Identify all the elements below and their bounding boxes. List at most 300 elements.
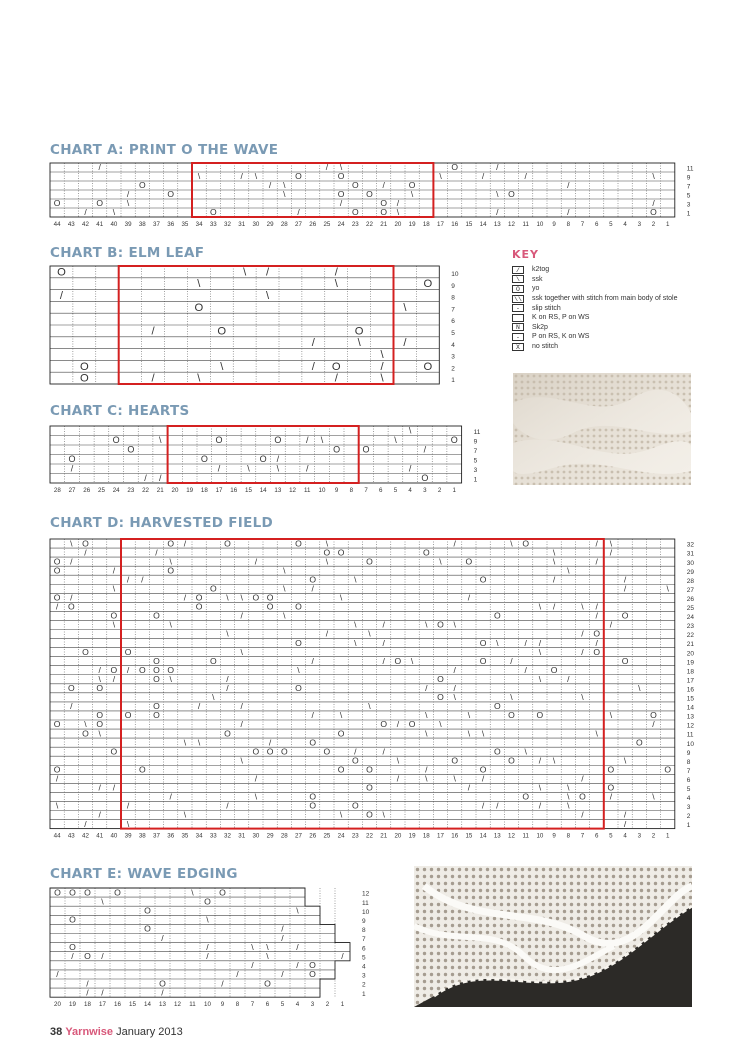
key-label: k2tog — [532, 266, 550, 274]
stitch-symbol: \ — [552, 547, 556, 558]
stitch-symbol: / — [126, 574, 130, 585]
column-number: 17 — [99, 1001, 106, 1009]
stitch-symbol: O — [110, 610, 118, 621]
stitch-symbol: \ — [169, 556, 172, 567]
column-number: 14 — [479, 221, 487, 228]
stitch-symbol: \ — [339, 162, 343, 173]
row-number: 18 — [686, 668, 695, 676]
stitch-symbol: \ — [254, 171, 258, 182]
key-label: Sk2p — [532, 323, 548, 331]
stitch-symbol: O — [493, 746, 501, 757]
stitch-symbol: \ — [425, 728, 428, 739]
row-number: 10 — [686, 740, 695, 748]
column-number: 17 — [437, 221, 444, 228]
stitch-symbol: \ — [439, 171, 442, 182]
column-number: 42 — [82, 221, 89, 228]
row-number: 12 — [686, 722, 695, 730]
stitch-symbol: O — [219, 887, 226, 898]
column-number: 14 — [144, 1001, 151, 1009]
stitch-symbol: O — [144, 923, 151, 934]
column-number: 25 — [323, 832, 331, 840]
column-number: 12 — [174, 1001, 181, 1009]
chart-e-title: CHART E: WAVE EDGING — [50, 866, 238, 882]
column-number: 11 — [522, 832, 529, 840]
stitch-symbol: O — [323, 547, 331, 558]
row-number: 28 — [686, 577, 695, 585]
stitch-symbol: O — [522, 538, 530, 549]
column-number: 25 — [323, 221, 331, 228]
column-number: 19 — [69, 1001, 76, 1009]
stitch-symbol: O — [110, 664, 118, 675]
stitch-symbol: \ — [368, 628, 371, 639]
column-number: 29 — [266, 221, 274, 228]
row-number: 9 — [686, 174, 691, 182]
column-number: 22 — [366, 221, 373, 228]
stitch-symbol: / — [311, 337, 315, 350]
column-number: 29 — [266, 832, 274, 840]
stitch-symbol: O — [69, 887, 76, 898]
row-number: 23 — [686, 623, 695, 631]
stitch-symbol: O — [252, 592, 260, 603]
row-number: 6 — [451, 318, 455, 326]
column-number: 38 — [138, 832, 146, 840]
row-number: 29 — [686, 568, 695, 576]
stitch-symbol: / — [623, 818, 627, 829]
stitch-symbol: O — [650, 710, 657, 721]
stitch-symbol: / — [112, 673, 116, 684]
stitch-symbol: O — [114, 887, 121, 898]
column-number: 1 — [665, 832, 670, 840]
stitch-symbol: O — [53, 565, 61, 576]
row-number: 7 — [686, 183, 691, 191]
column-number: 21 — [156, 487, 164, 494]
stitch-symbol: O — [194, 301, 204, 314]
stitch-symbol: / — [652, 719, 655, 730]
stitch-symbol: \ — [368, 701, 371, 712]
stitch-symbol: / — [581, 773, 584, 784]
row-number: 7 — [362, 936, 366, 944]
key-symbol — [512, 314, 524, 322]
stitch-symbol: O — [167, 189, 175, 200]
stitch-symbol: \ — [220, 360, 224, 373]
stitch-symbol: \ — [169, 619, 172, 630]
stitch-symbol: / — [236, 969, 239, 980]
stitch-symbol: \ — [240, 755, 243, 766]
stitch-symbol: O — [280, 746, 288, 757]
column-number: 25 — [98, 487, 105, 494]
row-number: 16 — [686, 686, 695, 694]
row-number: 6 — [362, 945, 366, 953]
column-number: 15 — [129, 1001, 136, 1009]
column-number: 7 — [580, 832, 585, 840]
stitch-symbol: / — [581, 646, 584, 657]
stitch-symbol: O — [138, 764, 146, 775]
stitch-symbol: / — [581, 809, 584, 820]
row-number: 3 — [473, 467, 478, 475]
stitch-symbol: O — [167, 538, 175, 549]
stitch-symbol: \ — [467, 710, 471, 721]
stitch-symbol: O — [209, 655, 217, 666]
stitch-symbol: / — [206, 941, 209, 952]
stitch-symbol: O — [266, 746, 274, 757]
key-symbol: X — [512, 343, 524, 351]
stitch-symbol: O — [224, 728, 231, 739]
column-number: 26 — [309, 832, 317, 840]
stitch-symbol: / — [98, 782, 101, 793]
column-number: 8 — [566, 832, 571, 840]
stitch-symbol: O — [295, 637, 302, 648]
row-number: 9 — [451, 282, 455, 290]
column-number: 43 — [67, 832, 75, 840]
stitch-symbol: O — [536, 710, 544, 721]
row-number: 30 — [686, 559, 695, 567]
stitch-symbol: \ — [439, 556, 442, 567]
row-number: 7 — [686, 767, 691, 775]
stitch-symbol: \ — [226, 592, 229, 603]
column-number: 16 — [114, 1001, 121, 1009]
stitch-symbol: O — [331, 360, 341, 373]
stitch-symbol: O — [252, 746, 260, 757]
chart-d-grid — [50, 539, 705, 841]
row-number: 7 — [473, 448, 478, 456]
stitch-symbol: / — [595, 610, 598, 621]
stitch-symbol: O — [423, 360, 433, 373]
stitch-symbol: O — [96, 198, 104, 209]
stitch-symbol: / — [425, 764, 428, 775]
stitch-symbol: \ — [552, 556, 556, 567]
stitch-symbol: \ — [510, 692, 513, 703]
column-number: 27 — [295, 221, 302, 228]
stitch-symbol: \ — [266, 950, 269, 961]
stitch-symbol: O — [69, 914, 76, 925]
stitch-symbol: \ — [666, 583, 669, 594]
stitch-symbol: O — [153, 710, 160, 721]
stitch-symbol: O — [593, 646, 601, 657]
stitch-symbol: \ — [112, 207, 116, 218]
column-number: 26 — [309, 221, 317, 228]
chart-d-title: CHART D: HARVESTED FIELD — [50, 515, 274, 531]
column-number: 22 — [142, 487, 149, 494]
stitch-symbol: \ — [357, 337, 361, 350]
stitch-symbol: \ — [169, 673, 172, 684]
stitch-symbol: \ — [609, 710, 613, 721]
column-number: 9 — [552, 221, 556, 228]
column-number: 9 — [220, 1001, 225, 1009]
row-number: 3 — [451, 353, 455, 361]
stitch-symbol: \ — [396, 207, 400, 218]
stitch-symbol: / — [382, 619, 385, 630]
row-number: 2 — [362, 981, 366, 989]
chart-b-svg — [50, 266, 469, 386]
column-number: 20 — [171, 487, 179, 494]
column-number: 3 — [637, 221, 642, 228]
stitch-symbol: O — [82, 646, 89, 657]
row-number: 22 — [686, 632, 695, 640]
column-number: 26 — [83, 487, 91, 494]
stitch-symbol: \ — [496, 637, 499, 648]
stitch-symbol: / — [325, 628, 329, 639]
row-number: 8 — [686, 758, 691, 766]
stitch-symbol: O — [217, 325, 227, 338]
stitch-symbol: \ — [126, 818, 130, 829]
column-number: 2 — [325, 1001, 330, 1009]
stitch-symbol: \ — [354, 574, 357, 585]
stitch-symbol: \ — [197, 278, 201, 291]
column-number: 41 — [96, 832, 104, 840]
stitch-symbol: / — [217, 463, 221, 474]
chart-a-svg — [50, 163, 705, 229]
column-number: 18 — [84, 1001, 91, 1009]
stitch-symbol: O — [465, 556, 473, 567]
stitch-symbol: O — [351, 207, 359, 218]
row-number: 27 — [686, 586, 695, 594]
column-number: 12 — [508, 832, 515, 840]
column-number: 20 — [54, 1001, 61, 1009]
stitch-symbol: \ — [112, 583, 116, 594]
chart-c-svg — [50, 426, 492, 495]
stitch-symbol: / — [538, 637, 542, 648]
key-symbol: \ — [512, 275, 524, 283]
stitch-symbol: / — [268, 737, 272, 748]
stitch-symbol: \ — [183, 809, 187, 820]
stitch-symbol: O — [309, 800, 317, 811]
stitch-symbol: / — [98, 162, 101, 173]
stitch-symbol: \ — [394, 435, 397, 446]
stitch-symbol: / — [296, 941, 299, 952]
stitch-symbol: O — [550, 664, 558, 675]
stitch-symbol: O — [437, 692, 444, 703]
column-number: 3 — [637, 832, 642, 840]
key-title: KEY — [512, 248, 540, 261]
column-number: 3 — [310, 1001, 315, 1009]
stitch-symbol: \ — [334, 278, 338, 291]
stitch-symbol: / — [496, 800, 499, 811]
row-number: 10 — [362, 908, 370, 916]
stitch-symbol: \ — [297, 664, 300, 675]
stitch-symbol: \ — [158, 435, 162, 446]
stitch-symbol: / — [567, 207, 570, 218]
stitch-symbol: / — [240, 719, 243, 730]
column-number: 27 — [295, 832, 302, 840]
column-number: 30 — [252, 221, 260, 228]
column-number: 20 — [394, 221, 402, 228]
stitch-symbol: / — [161, 932, 164, 943]
stitch-symbol: \ — [638, 683, 641, 694]
row-number: 31 — [686, 550, 695, 558]
stitch-symbol: / — [481, 171, 485, 182]
column-number: 21 — [380, 832, 388, 840]
column-number: 4 — [295, 1001, 300, 1009]
stitch-symbol: / — [408, 463, 412, 474]
stitch-symbol: O — [450, 435, 458, 446]
stitch-symbol: O — [337, 189, 345, 200]
stitch-symbol: \ — [339, 809, 343, 820]
stitch-symbol: / — [305, 463, 309, 474]
row-number: 2 — [451, 365, 455, 373]
stitch-symbol: / — [55, 773, 59, 784]
stitch-symbol: / — [311, 360, 315, 373]
chart-e-grid — [50, 888, 380, 1009]
stitch-symbol: O — [295, 538, 302, 549]
stitch-symbol: / — [467, 592, 471, 603]
row-number: 9 — [473, 438, 478, 446]
stitch-symbol: O — [664, 764, 672, 775]
stitch-symbol: \ — [403, 301, 407, 314]
stitch-symbol: / — [382, 655, 385, 666]
stitch-symbol: O — [53, 592, 61, 603]
column-number: 39 — [124, 221, 132, 228]
stitch-symbol: / — [226, 683, 229, 694]
column-number: 14 — [259, 487, 267, 494]
column-number: 9 — [552, 832, 556, 840]
stitch-symbol: / — [240, 610, 243, 621]
row-number: 11 — [473, 429, 481, 437]
key-item — [512, 313, 678, 323]
key-item — [512, 284, 678, 294]
column-number: 44 — [53, 221, 61, 228]
row-number: 9 — [362, 918, 366, 926]
stitch-symbol: / — [552, 574, 556, 585]
stitch-symbol: / — [226, 800, 229, 811]
stitch-symbol: O — [635, 737, 643, 748]
column-number: 7 — [250, 1001, 255, 1009]
stitch-symbol: O — [437, 673, 444, 684]
column-number: 5 — [393, 487, 398, 494]
stitch-symbol: / — [311, 583, 314, 594]
stitch-symbol: \ — [325, 538, 329, 549]
stitch-symbol: / — [396, 198, 400, 209]
stitch-symbol: O — [215, 435, 223, 446]
stitch-symbol: O — [309, 791, 317, 802]
column-number: 33 — [209, 832, 217, 840]
column-number: 1 — [665, 221, 670, 228]
stitch-symbol: O — [522, 791, 530, 802]
stitch-symbol: O — [366, 809, 373, 820]
key-label: slip stitch — [532, 304, 561, 312]
stitch-symbol: O — [53, 556, 61, 567]
column-number: 10 — [318, 487, 326, 494]
stitch-symbol: O — [607, 764, 615, 775]
row-number: 5 — [686, 786, 691, 794]
stitch-symbol: \ — [652, 791, 655, 802]
stitch-symbol: \ — [254, 791, 258, 802]
stitch-symbol: / — [595, 556, 598, 567]
stitch-symbol: \ — [240, 592, 243, 603]
stitch-symbol: O — [153, 610, 160, 621]
stitch-symbol: / — [567, 180, 570, 191]
stitch-symbol: / — [453, 538, 456, 549]
column-number: 15 — [245, 487, 252, 494]
stitch-symbol: O — [153, 655, 160, 666]
page-number: 38 — [50, 1026, 63, 1038]
stitch-symbol: O — [437, 619, 444, 630]
stitch-symbol: \ — [55, 800, 59, 811]
stitch-symbol: / — [652, 198, 655, 209]
key-symbol: N — [512, 323, 524, 331]
column-number: 2 — [437, 487, 442, 494]
column-number: 13 — [274, 487, 282, 494]
row-number: 14 — [686, 704, 695, 712]
column-number: 34 — [195, 832, 203, 840]
column-number: 28 — [53, 487, 61, 494]
stitch-symbol: O — [153, 701, 160, 712]
stitch-symbol: \ — [380, 349, 384, 362]
stitch-symbol: / — [112, 565, 116, 576]
stitch-symbol: / — [268, 180, 272, 191]
stitch-symbol: \ — [567, 782, 570, 793]
stitch-symbol: O — [351, 800, 359, 811]
stitch-symbol: O — [423, 278, 433, 291]
stitch-symbol: / — [281, 932, 284, 943]
column-number: 35 — [181, 832, 189, 840]
stitch-symbol: O — [337, 171, 345, 182]
stitch-symbol: O — [96, 719, 104, 730]
stitch-symbol: \ — [283, 189, 286, 200]
stitch-symbol: / — [382, 180, 385, 191]
stitch-symbol: O — [138, 664, 146, 675]
stitch-symbol: / — [183, 592, 187, 603]
stitch-symbol: / — [141, 574, 144, 585]
column-number: 23 — [351, 832, 359, 840]
row-number: 11 — [686, 731, 694, 739]
stitch-symbol: / — [552, 601, 556, 612]
chart-b-title: CHART B: ELM LEAF — [50, 245, 205, 261]
row-number: 5 — [473, 457, 478, 465]
column-number: 4 — [623, 832, 627, 840]
stitch-symbol: \ — [567, 791, 570, 802]
stitch-symbol: O — [259, 454, 267, 465]
row-number: 25 — [686, 605, 695, 613]
stitch-symbol: / — [297, 207, 300, 218]
stitch-symbol: O — [394, 655, 402, 666]
column-number: 3 — [423, 487, 427, 494]
column-number: 44 — [53, 832, 61, 840]
key-label: no stitch — [532, 343, 559, 351]
column-number: 34 — [195, 221, 203, 228]
key-symbol: \\ — [512, 295, 524, 303]
stitch-symbol: O — [309, 960, 316, 971]
stitch-symbol: / — [221, 978, 224, 989]
stitch-symbol: \ — [197, 171, 201, 182]
stitch-symbol: / — [161, 987, 164, 998]
stitch-symbol: / — [396, 773, 400, 784]
stitch-symbol: \ — [538, 673, 542, 684]
stitch-symbol: O — [354, 325, 364, 338]
stitch-symbol: / — [251, 960, 254, 971]
key-item — [512, 323, 678, 333]
stitch-symbol: O — [159, 978, 166, 989]
column-number: 12 — [289, 487, 296, 494]
stitch-symbol: / — [623, 809, 627, 820]
stitch-symbol: \ — [439, 719, 442, 730]
key-item — [512, 303, 678, 313]
chart-c-title: CHART C: HEARTS — [50, 403, 190, 419]
stitch-symbol: \ — [98, 728, 101, 739]
column-number: 20 — [394, 832, 402, 840]
stitch-symbol: / — [71, 950, 74, 961]
column-number: 23 — [351, 221, 359, 228]
stitch-symbol: \ — [567, 800, 570, 811]
key-symbol: O — [512, 285, 524, 293]
stitch-symbol: O — [167, 664, 175, 675]
row-number: 21 — [686, 641, 695, 649]
stitch-symbol: O — [68, 454, 76, 465]
stitch-symbol: / — [265, 266, 270, 279]
stitch-symbol: O — [153, 673, 160, 684]
stitch-symbol: \ — [84, 719, 87, 730]
stitch-symbol: / — [453, 683, 456, 694]
column-number: 30 — [252, 832, 260, 840]
